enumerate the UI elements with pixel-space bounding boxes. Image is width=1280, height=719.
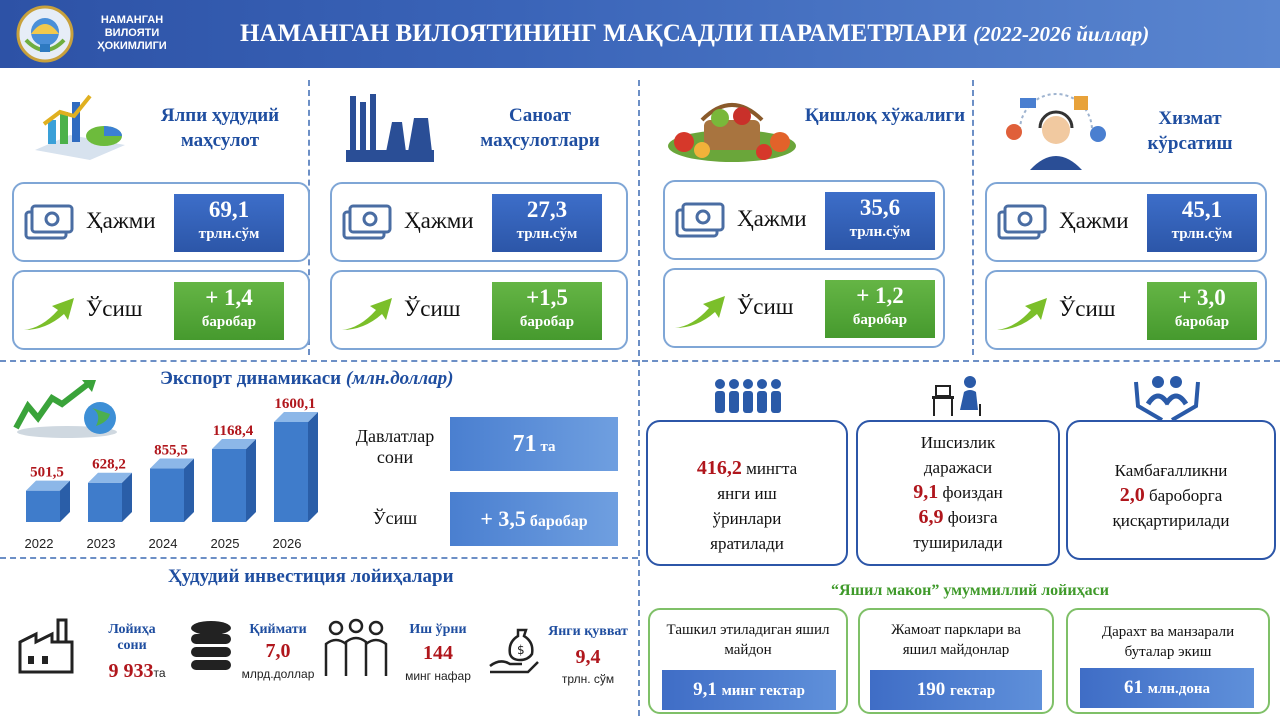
money-icon	[997, 202, 1047, 244]
growth-arrow-icon	[22, 294, 78, 334]
jobs-text3: ўринлари	[712, 509, 782, 528]
page-title	[240, 20, 1270, 48]
workers-group-icon	[322, 616, 390, 680]
hands-people-icon	[1132, 372, 1202, 422]
unemp-to-value: 6,9	[918, 506, 944, 528]
jobs-text4: яратилади	[710, 534, 784, 553]
cost-label: Қиймати	[249, 622, 307, 637]
separator	[638, 80, 640, 716]
export-bar	[274, 412, 318, 522]
jobs-text1: мингта	[746, 459, 798, 478]
green-area-text: Ташкил этиладиган яшил майдон	[666, 622, 830, 658]
parks-value: 190 гектар	[870, 670, 1042, 710]
people-group-icon	[712, 376, 784, 416]
org-name: НАМАНГАН ВИЛОЯТИ ҲОКИМЛИГИ	[97, 14, 167, 52]
separator	[0, 360, 1280, 362]
trees-value: 61 млн.дона	[1080, 668, 1254, 708]
growth-value-box: + 1,4 баробар	[174, 282, 284, 340]
unemployment-box	[856, 420, 1060, 566]
volume-value-box: 45,1 трлн.сўм	[1147, 194, 1257, 252]
export-bar	[26, 481, 70, 522]
export-growth-label: Ўсиш	[372, 508, 418, 528]
unemp-text5: туширилади	[913, 533, 1003, 552]
bar-year-label: 2025	[210, 536, 240, 551]
unemp-from-text: фоиздан	[942, 483, 1003, 502]
bar-value-label: 1600,1	[274, 396, 316, 412]
svg-text:$: $	[517, 643, 525, 657]
title-text: НАМАНГАН ВИЛОЯТИНИНГ МАҚСАДЛИ ПАРАМЕТРЛАРИ	[240, 20, 967, 47]
growth-label: Ўсиш	[404, 296, 461, 321]
cost-unit: млрд.доллар	[241, 667, 315, 681]
poverty-text3: қисқартирилади	[1112, 511, 1230, 530]
bar-value-label: 501,5	[30, 464, 64, 481]
green-area-box	[648, 608, 848, 714]
bar-value-label: 1168,4	[212, 422, 254, 439]
bar-year-label: 2022	[24, 536, 54, 551]
growth-arrow-icon	[340, 294, 396, 334]
countries-value-box	[450, 417, 618, 471]
capacity-label: Янги қувват	[548, 624, 628, 639]
bar-year-label: 2026	[272, 536, 302, 551]
export-growth-box	[450, 492, 618, 546]
volume-value-box: 27,3 трлн.сўм	[492, 194, 602, 252]
money-icon	[675, 200, 725, 242]
volume-label: Ҳажми	[737, 206, 807, 231]
poverty-text1: Камбағалликни	[1114, 461, 1228, 480]
export-bar	[212, 439, 256, 522]
growth-card	[985, 270, 1267, 350]
poverty-box	[1066, 420, 1276, 560]
projects-value: 9 933та	[108, 660, 166, 682]
volume-label: Ҳажми	[86, 208, 156, 233]
volume-label: Ҳажми	[404, 208, 474, 233]
export-bar	[150, 459, 194, 522]
volume-card	[12, 182, 310, 262]
sector-title: Саноат маҳсулотлари	[480, 105, 600, 151]
volume-value-box: 69,1 трлн.сўм	[174, 194, 284, 252]
export-growth-unit: баробар	[529, 513, 588, 530]
growth-value-box: +1,5 баробар	[492, 282, 602, 340]
separator	[972, 80, 974, 355]
growth-arrow-icon	[995, 294, 1051, 334]
volume-value-box: 35,6 трлн.сўм	[825, 192, 935, 250]
jobs-inv-unit: минг нафар	[405, 669, 471, 683]
factory-building-icon	[16, 612, 76, 674]
unemp-from-value: 9,1	[913, 481, 939, 503]
growth-value-box: + 3,0 баробар	[1147, 282, 1257, 340]
export-title-text: Экспорт динамикаси	[160, 368, 342, 389]
growth-card	[12, 270, 310, 350]
countries-unit: та	[540, 439, 556, 455]
factory-icon	[342, 92, 438, 164]
bar-value-label: 628,2	[92, 456, 126, 473]
projects-label: Лойиҳа сони	[108, 622, 156, 653]
countries-value: 71	[512, 431, 537, 457]
volume-card	[663, 180, 945, 260]
money-bag-hand-icon	[488, 626, 540, 674]
vegetable-basket-icon	[662, 90, 802, 164]
growth-label: Ўсиш	[86, 296, 143, 321]
desk-worker-icon	[930, 374, 990, 418]
growth-arrow-icon	[673, 292, 729, 332]
growth-label: Ўсиш	[1059, 296, 1116, 321]
bar-year-label: 2024	[148, 536, 178, 551]
poverty-value: 2,0	[1119, 484, 1145, 506]
growth-card	[330, 270, 628, 350]
export-bar-chart	[0, 380, 340, 558]
parks-box	[858, 608, 1054, 714]
bar-value-label: 855,5	[154, 442, 188, 459]
growth-chart-icon	[30, 90, 130, 160]
growth-value-box: + 1,2 баробар	[825, 280, 935, 338]
export-growth-value: + 3,5	[480, 506, 526, 531]
green-project-title: “Яшил макон” умуммиллий лойиҳаси	[831, 582, 1109, 599]
unemp-text2: даражаси	[923, 458, 993, 477]
parks-text: Жамоат парклари ва яшил майдонлар	[891, 622, 1021, 658]
sector-title: Ялпи ҳудудий маҳсулот	[160, 105, 280, 151]
capacity-unit: трлн. сўм	[561, 672, 615, 686]
export-unit: (млн.доллар)	[345, 368, 454, 389]
unemp-text1: Ишсизлик	[920, 433, 996, 452]
volume-card	[330, 182, 628, 262]
investment-title: Ҳудудий инвестиция лойиҳалари	[168, 566, 454, 587]
growth-card	[663, 268, 945, 348]
jobs-inv-label: Иш ўрни	[409, 622, 467, 637]
growth-label: Ўсиш	[737, 294, 794, 319]
bar-year-label: 2023	[86, 536, 116, 551]
capacity-value: 9,4	[575, 646, 601, 668]
poverty-text2: бароборга	[1148, 486, 1223, 505]
sector-title: Хизмат кўрсатиш	[1147, 108, 1233, 154]
cost-value: 7,0	[265, 640, 291, 662]
sector-title: Қишлоқ хўжалиги	[804, 105, 966, 126]
trees-text: Дарахт ва манзарали буталар экиш	[1101, 624, 1235, 660]
uzbekistan-emblem-icon	[14, 4, 76, 64]
green-area-value: 9,1 минг гектар	[662, 670, 836, 710]
jobs-box	[646, 420, 848, 566]
customer-service-icon	[1000, 90, 1112, 172]
volume-label: Ҳажми	[1059, 208, 1129, 233]
trees-box	[1066, 608, 1270, 714]
coins-stack-icon	[186, 618, 236, 674]
export-bar	[88, 473, 132, 522]
money-icon	[342, 202, 392, 244]
jobs-inv-value: 144	[423, 642, 453, 664]
countries-label: Давлатлар сони	[355, 426, 435, 467]
money-icon	[24, 202, 74, 244]
jobs-value: 416,2	[696, 457, 742, 479]
unemp-to-text: фоизга	[947, 508, 998, 527]
jobs-text2: янги иш	[717, 484, 777, 503]
title-subtitle: (2022-2026 йиллар)	[973, 22, 1150, 46]
volume-card	[985, 182, 1267, 262]
